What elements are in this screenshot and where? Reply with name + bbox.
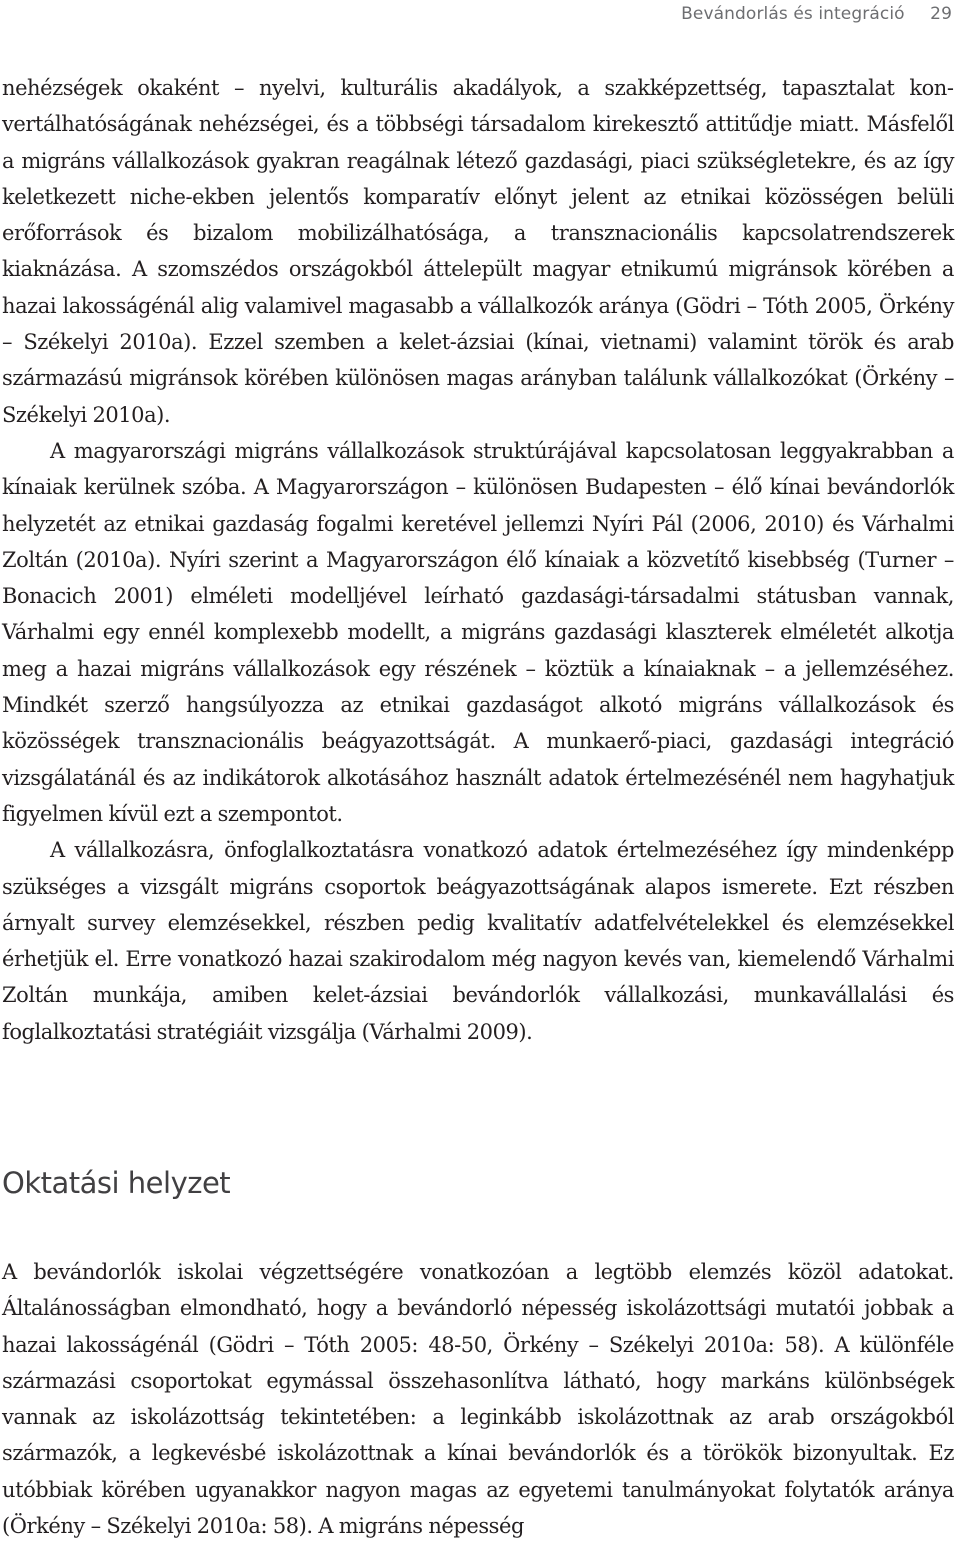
paragraph: A magyarországi migráns vállalkozások struktúrájával kapcsolatosan leggyakrabban a kínaiak kerülnek szóba. A Magyarországon – különösen Budapesten – élő kínai bevándorlók helyzetét az etnikai gazdaság fogalmi keretével jellemzi Nyíri Pál (2006, 2010) és Várhalmi Zoltán (2010a). Nyíri szerint a Magyarországon élő kínaiak a közvetítő kisebbség (Turner – Bonacich 2001) elméleti modelljével leírható gazdasági-társadalmi státusban vannak, Várhalmi egy ennél komplexebb modellt, a migráns gazdasági klaszterek elméletét alkotja meg a hazai migráns vállalkozások egy részének – köztük a kínaiaknak – a jellemzéséhez. Mindkét szerző hangsúlyozza az etnikai gazdaságot alkotó migráns vállalkozások és közösségek transznacionális beágyazottságát. A munkaerő-piaci, gazdasági integráció vizsgálatánál és az indikátorok alkotásához használt adatok értelmezésénél nem hagyhatjuk figyelmen kívül ezt a szempontot. — [2, 438, 954, 826]
section-body — [2, 1254, 954, 1544]
paragraph: A bevándorlók iskolai végzettségére vonatkozóan a legtöbb elemzés közöl adatokat. Általánosságban elmondható, hogy a bevándorló népesség iskolázottsági mutatói jobbak a hazai lakosságénál (Gödri – Tóth 2005: 48-50, Örkény – Székelyi 2010a: 58). A különféle származási csoportokat egymással összehasonlítva látható, hogy markáns különbségek vannak az iskolázottság tekintetében: a leginkább iskolázottnak az arab országokból származók, a legkevésbé iskolázottnak a kínai bevándorlók és a törökök bizonyultak. Ez utóbbiak körében ugyanakkor nagyon magas az egyetemi tanulmányokat folytatók aránya (Örkény – Székelyi 2010a: 58). A migráns népesség — [2, 1260, 954, 1539]
paragraph: nehézségek okaként – nyelvi, kulturális akadályok, a szakképzettség, tapasztalat konvertálhatóságának nehézségei, és a többségi társadalom kirekesztő attitűdje miatt. Másfelől a migráns vállalkozások gyakran reagálnak létező gazdasági, piaci szükségletekre, és az így keletkezett niche-ekben jelentős komparatív előnyt jelent az etnikai közösségen belüli erőforrások és bizalom mobilizálhatósága, a transznacionális kapcsolatrendszerek kiaknázása. A szomszédos országokból áttelepült magyar etnikumú migránsok körében a hazai lakosságénál alig valamivel magasabb a vállalkozók aránya (Gödri – Tóth 2005, Örkény – Székelyi 2010a). Ezzel szemben a kelet-ázsiai (kínai, vietnami) valamint török és arab származású migránsok körében különösen magas arányban találunk vállalkozókat (Örkény – Székelyi 2010a). — [2, 76, 954, 427]
page-number: 29 — [930, 4, 952, 24]
body-text — [2, 70, 954, 1050]
section-heading: Oktatási helyzet — [2, 1166, 231, 1200]
running-head-title: Bevándorlás és integráció — [681, 4, 905, 24]
paragraph: A vállalkozásra, önfoglalkoztatásra vonatkozó adatok értelmezéséhez így mindenképp szükséges a vizsgált migráns csoportok beágyazottságának alapos ismerete. Ezt részben árnyalt survey elemzésekkel, részben pedig kvalitatív adatfelvételekkel és elemzésekkel érhetjük el. Erre vonatkozó hazai szakirodalom még nagyon kevés van, kiemelendő Várhalmi Zoltán munkája, amiben kelet-ázsiai bevándorlók vállalkozási, munkavállalási és foglalkoztatási stratégiáit vizsgálja (Várhalmi 2009). — [2, 838, 954, 1044]
running-head — [681, 4, 952, 24]
